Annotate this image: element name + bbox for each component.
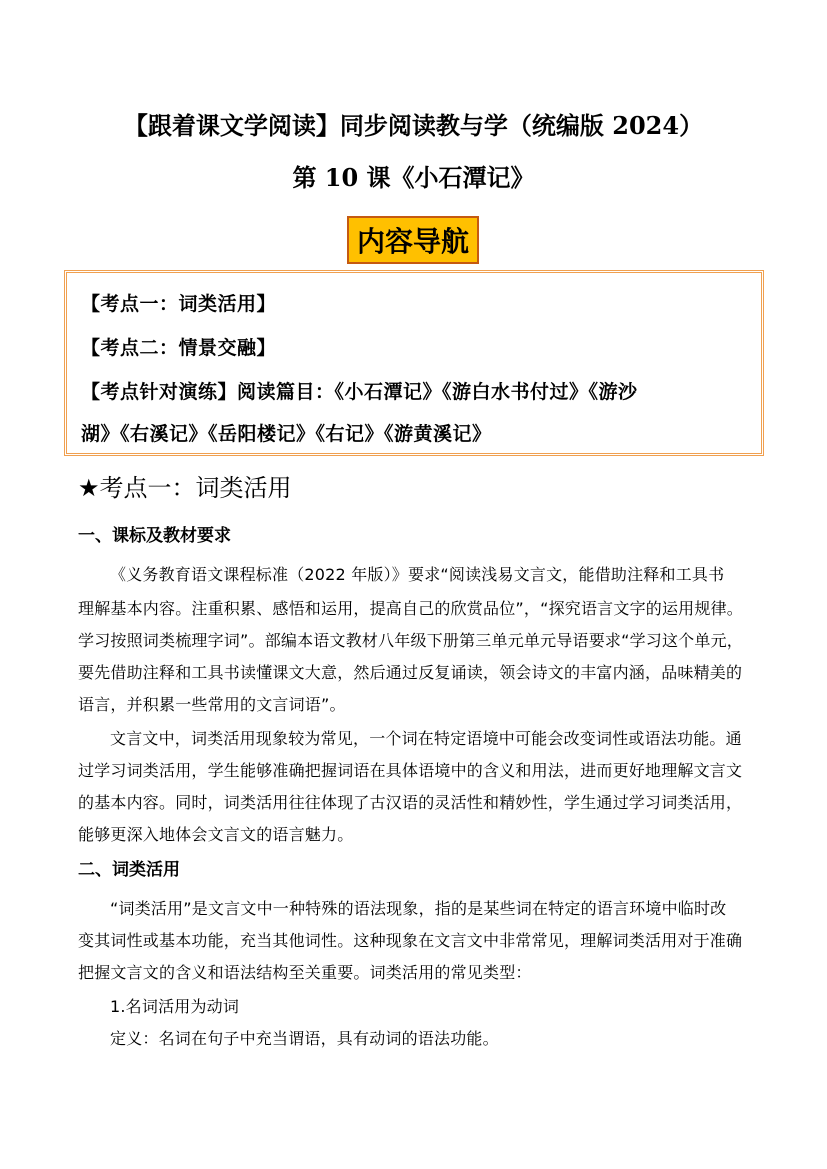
nav-item-point-1: 【考点一：词类活用】 <box>81 293 277 315</box>
list-item-noun-verb: 1.名词活用为动词 <box>110 997 240 1016</box>
paragraph-line: 要先借助注释和工具书读懂课文大意，然后通过反复诵读，领会诗文的丰富内涵，品味精美的 <box>78 663 743 682</box>
star-icon: ★ <box>78 474 100 502</box>
paragraph-line: 的基本内容。同时，词类活用往往体现了古汉语的灵活性和精妙性，学生通过学习词类活用， <box>78 793 743 812</box>
nav-item-practice-cont: 湖》《右溪记》《岳阳楼记》《右记》《游黄溪记》 <box>81 423 492 445</box>
paragraph-line: “词类活用”是文言文中一种特殊的语法现象，指的是某些词在特定的语言环境中临时改 <box>110 899 727 918</box>
content-nav-badge: 内容导航 <box>347 216 479 264</box>
paragraph-line: 学习按照词类梳理字词”。部编本语文教材八年级下册第三单元单元导语要求“学习这个单元， <box>78 631 743 650</box>
paragraph-line: 《义务教育语文课程标准（2022 年版）》要求“阅读浅易文言文，能借助注释和工具书 <box>110 565 725 584</box>
paragraph-line: 把握文言文的含义和语法结构至关重要。词类活用的常见类型： <box>78 963 532 982</box>
nav-item-practice: 【考点针对演练】阅读篇目：《小石潭记》《游白水书付过》《游沙 <box>81 381 638 403</box>
subheading-word-class: 二、词类活用 <box>78 860 180 880</box>
section-heading-text: 考点一：词类活用 <box>99 474 292 502</box>
paragraph-line: 过学习词类活用，学生能够准确把握词语在具体语境中的含义和用法，进而更好地理解文言文 <box>78 761 743 780</box>
lesson-title: 第 10 课《小石潭记》 <box>292 163 535 192</box>
paragraph-line: 理解基本内容。注重积累、感悟和运用，提高自己的欣赏品位”，“探究语言文字的运用规律。 <box>78 599 743 618</box>
subheading-requirements: 一、课标及教材要求 <box>78 526 231 546</box>
document-title: 【跟着课文学阅读】同步阅读教与学（统编版 2024） <box>123 111 704 140</box>
paragraph-line: 变其词性或基本功能，充当其他词性。这种现象在文言文中非常常见，理解词类活用对于准确 <box>78 931 743 950</box>
paragraph-line: 文言文中，词类活用现象较为常见，一个词在特定语境中可能会改变词性或语法功能。通 <box>110 729 742 748</box>
nav-item-point-2: 【考点二：情景交融】 <box>81 337 277 359</box>
definition-text: 定义：名词在句子中充当谓语，具有动词的语法功能。 <box>110 1029 499 1048</box>
paragraph-line: 语言，并积累一些常用的文言词语”。 <box>78 695 346 714</box>
paragraph-line: 能够更深入地体会文言文的语言魅力。 <box>78 825 354 844</box>
section-heading <box>78 468 292 503</box>
content-nav-box <box>64 270 764 456</box>
